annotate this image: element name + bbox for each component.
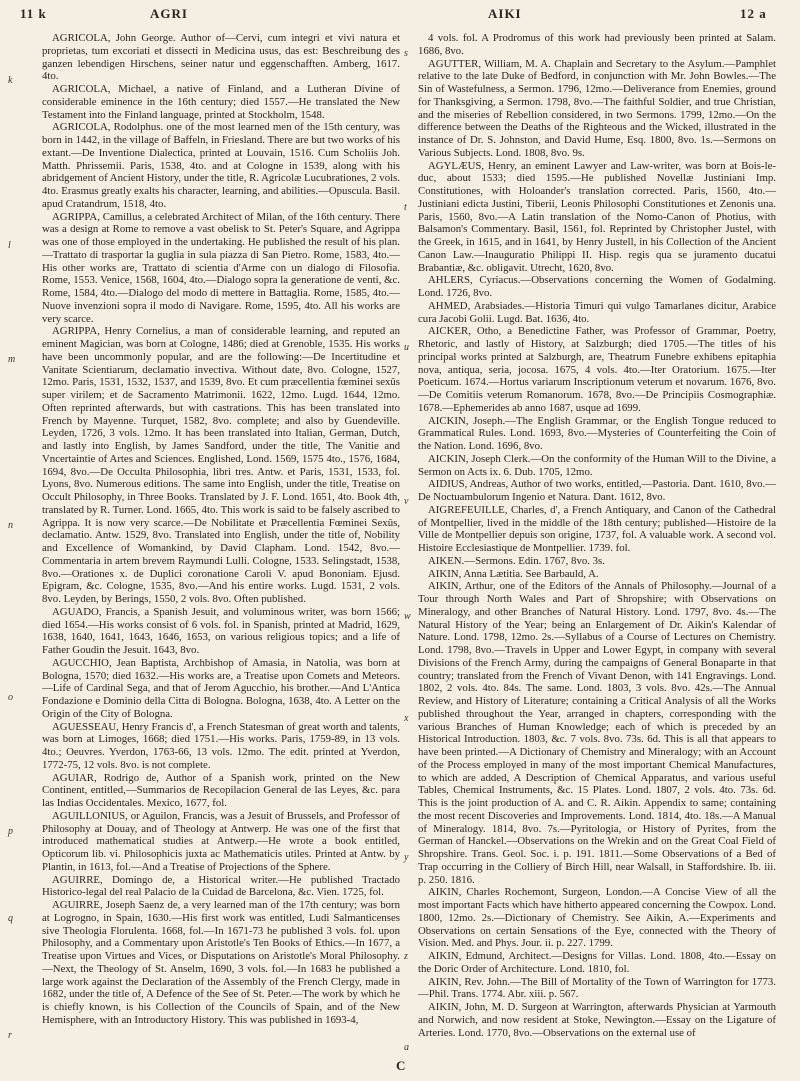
header-left-catchword: AGRI	[150, 6, 188, 21]
margin-letter-v: v	[404, 496, 409, 507]
header-right-page-number: 12 a	[740, 6, 767, 21]
entry-agricola-john-george: AGRICOLA, John George. Author of—Cervi, cum integri et vivi natura et proprietas, tum excoriati et dissecti in Medicina usus, das est: Beschreibung des ganzen lebendigen Hirschens, seiner natur und eggenschafften. Amberg, 1617. 4to.	[42, 32, 400, 83]
entry-aicker-otho: AICKER, Otho, a Benedictine Father, was Professor of Grammar, Poetry, Rhetoric, and lastly of History, at Salzburgh; died 1705.—The titles of his principal works printed at Salzburgh, are, Theatrum Funebre exhibens epitaphia nova, antiqua, seria, jocosa. 1675, 4 vols. 4to.—Iter Oratorium. 1675.—Iter Poeticum. 1674.—Hortus variarum Inscriptionum veterum et novarum. 1676, 8vo.—De Comitiis veterum Romanorum. 1678, 8vo.—De Principiis Cosmographiæ. 1678.—Ephemerides ab anno 1687, usque ad 1699.	[418, 325, 776, 414]
entry-agutter-william: AGUTTER, William, M. A. Chaplain and Secretary to the Asylum.—Pamphlet relative to the late Duke of Bedford, in conjunction with Mr. John Bowles.—The Sin of Wastefulness, a Sermon. 1796, 12mo.—Deliverance from Enemies, ground for Thanksgiving, a Sermon. 1798, 8vo.—The faithful Soldier, and true Christian, and the miseries of Rebellion considered, in two Sermons. 1799, 12mo.—On the difference between the Deaths of the Righteous and the Wicked, illustrated in the instance of Dr. S. Johnston, and David Hume, Esq. 1800, 8vo. 1s.—Sermons on Various Subjects. Lond. 1808, 8vo. 9s.	[418, 57, 776, 159]
header-right-catchword: AIKI	[488, 6, 522, 21]
entry-agrippa-henry-cornelius: AGRIPPA, Henry Cornelius, a man of considerable learning, and reputed an eminent Magician, was born at Cologne, 1486; died at Grenoble, 1535. His works have been uncommonly popular, and are the following:—De Incertitudine et Vanitate Scientiarum, declamatio invectiva. Without date, 8vo. Cologne, 1527, 12mo. Paris, 1531, 1532, 1537, and 1539, 8vo. Et cum præcellentia fœminei sexûs super virilem; et de Sacramento Matrimonii. 1622, 12mo. Lugd. 1644, 12mo. Often reprinted afterwards, but with castrations. This has been translated into French by Mayenne. Turquet, 1582, 8vo. complete; and also by Guendeville. Leyden, 1726, 3 vols. 12mo. It has been translated into Italian, German, Dutch, and lastly into English, by James Sandford, under the title, The Vanitie and Vncertaintie of Artes and Sciences. Englished, Lond. 1569, 1575 4to., 1576, 1684, 1694, 8vo.—De Occulta Philosophia, libri tres. Antw. et Paris, 1531, 1533, fol. Lyons, 8vo. Numerous editions. The same into English, under the title, Treatise on Occult Philosophy, in Three Books. Translated by J. F. Lond. 1651, 4to. Book 4th, translated by R. Turner. Lond. 1665, 4to. This work is said to be falsely ascribed to Agrippa. It is now very scarce.—De Nobilitate et Præcellentia Fœminei Sexûs, declamatio. Antw. 1529, 8vo. Translated into English, under the title of, Nobility and Excellence of Womankind, by David Clapham. Lond. 1542, 8vo.—Commentaria in artem brevem Raymundi Lulli. Cologne, 1533. Selingstadt, 1538, 8vo.—Orationes x. de Duplici coronatione Caroli V. apud Bononiam. Ejusd. Epigram, &c. Cologne, 1535, 8vo.—And his entire works. Lugd. 1531, 2 vols. 8vo. Leyden, by Berings, 1550, 2 vols. 8vo. Often published.	[42, 325, 400, 605]
entry-aickin-joseph-clerk: AICKIN, Joseph Clerk.—On the conformity of the Human Will to the Divine, a Sermon on Acts ix. 6. Dub. 1705, 12mo.	[418, 452, 776, 478]
margin-letter-u: u	[404, 342, 409, 353]
margin-letter-p: p	[8, 826, 13, 837]
entry-aikin-arthur: AIKIN, Arthur, one of the Editors of the Annals of Philosophy.—Journal of a Tour through North Wales and Part of Shropshire; with Observations on Mineralogy, and other Branches of Natural History. Lond. 1797, 8vo. 4s.—The Natural History of the Year; being an Enlargement of Dr. Aikin's Kalendar of Nature. Lond. 1798, 12mo. 2s.—Syllabus of a Course of Lectures on Chemistry. Lond. 1798, 8vo.—Travels in Upper and Lower Egypt, in company with several Divisions of the French Army, during the campaigns of General Bonaparte in that country; translated from the French of Vivant Denon, with 141 Engravings. Lond. 1802, 2 vols. 4to. 84s. The same. Lond. 1803, 3 vols. 8vo. 42s.—The Annual Review, and History of Literature; containing a Critical Analysis of all the Works published throughout the Year, arranged in chapters, corresponding with the various Branches of Human Knowledge; each of which is preceded by an Historical Introduction. 1803, &c. 7 vols. 8vo. 73s. 6d. This is all that appears to have been printed.—A Dictionary of Chemistry and Mineralogy; with an Account of the Process employed in many of the most important Chemical Manufactures, to which are added, A Description of Chemical Apparatus, and various useful Tables, Chemical Instruments, &c. 15 Plates. Lond. 1807, 2 vols. 4to. 73s. 6d. This is the joint production of A. and C. R. Aikin. Appendix to same; containing the most recent Discoveries and Improvements. Lond. 1814, 4to. 18s.—A Manual of Mineralogy. 1814, 8vo. 7s.—Pyritologia, or History of Pyrites, from the German of Hanckel.—Observations on the Wrekin and on the Great Coal Field of Shropshire. Trans. Geol. Soc. i. p. 191. 1811.—Some Observations of a Bed of Trap occurring in the Colliery of Birch Hill, near Walsall, in Staffordshire. Ib. iii. p. 250. 1816.	[418, 580, 776, 886]
entry-aguado-francis: AGUADO, Francis, a Spanish Jesuit, and voluminous writer, was born 1566; died 1654.—His works consist of 6 vols. fol. in Spanish, printed at Madrid, 1629, 1638, 1640, 1641, 1643, 1646, 1653, on various religious topics; and a life of Father Goudin the Jesuit. 1643, 8vo.	[42, 605, 400, 656]
entry-aiken: AIKEN.—Sermons. Edin. 1767, 8vo. 3s.	[428, 554, 605, 567]
entry-aidius-andreas: AIDIUS, Andreas, Author of two works, entitled,—Pastoria. Dant. 1610, 8vo.—De Noctuambulorum Ingenio et Natura. Dant. 1612, 8vo.	[418, 478, 776, 503]
margin-letter-a: a	[404, 1042, 409, 1053]
entry-agucchio-jean-baptista: AGUCCHIO, Jean Baptista, Archbishop of Amasia, in Natolia, was born at Bologna, 1570; died 1632.—His works are, a Treatise upon Comets and Meteors.—Life of Cardinal Sega, and that of Jerom Agucchio, his brother.—And L'Antica Fondazione e Dominio della Citta di Bologna. Bologna, 1638, 4to. A Letter on the Origin of the City of Bologna.	[42, 656, 400, 720]
entry-continuation: 4 vols. fol. A Prodromus of this work had previously been printed at Salam. 1686, 8vo.	[418, 32, 776, 57]
entry-aikin-rev-john: AIKIN, Rev. John.—The Bill of Mortality of the Town of Warrington for 1773.—Phil. Trans. 1774. Abr. xiii. p. 567.	[418, 975, 776, 1001]
signature-mark: C	[396, 1058, 406, 1073]
entry-agrippa-camillus: AGRIPPA, Camillus, a celebrated Architect of Milan, of the 16th century. There was a design at Rome to remove a vast obelisk to St. Peter's Square, and Agrippa was one of those employed in the undertaking. He published the result of his plan.—Trattato di trasportar la guglia in sula piazza di San Pietro. Rome, 1583, 4to.—His other works are, Trattato di scientia d'Arme con un dialogo di Filosofia. Rome, 1553. Venice, 1568, 1604, 4to.—Dialogo sopra la generatione de venti, &c. Rome, 1584, 4to.—Dialogo del modo di mettere in Battaglia. Rome, 1585, 4to.—Nuove invenzioni sopra il modo di Navigare. Rome, 1595, 4to. All his works are very scarce.	[42, 210, 400, 325]
left-column	[42, 32, 400, 1060]
entry-aguesseau-henry-francis: AGUESSEAU, Henry Francis d', a French Statesman of great worth and talents, was born at Limoges, 1668; died 1751.—His works. Paris, 1759-89, in 13 vols. 4to.; Oeuvres. Yverdon, 1763-66, 13 vols. 12mo. The edit. printed at Yverdon, 1772-75, 12 vols. 8vo. is not complete.	[42, 720, 400, 771]
entry-aguiar-rodrigo: AGUIAR, Rodrigo de, Author of a Spanish work, printed on the New Continent, entitled,—Summarios de Recopilacion General de las Leyes, &c. para las Indias Occidentales. Mexico, 1677, fol.	[42, 771, 400, 809]
margin-letter-k: k	[8, 75, 13, 86]
header-left-page-number: 11 k	[20, 6, 47, 21]
margin-letter-y: y	[404, 852, 409, 863]
running-header	[0, 6, 800, 26]
entry-aguirre-joseph-saenz: AGUIRRE, Joseph Saenz de, a very learned man of the 17th century; was born at Logrogno, in Spain, 1630.—His first work was entitled, Ludi Salmanticenses sive Theologia Florulenta. 1668, fol.—In 1671-73 he published 3 vols. fol. upon Philosophy, and a Commentary upon Aristotle's Ten Books of Ethics.—In 1677, a Treatise upon Virtues and Vices, or Disputations on Aristotle's Moral Philosophy.—Next, the Theology of St. Anselm, 1690, 3 vols. fol.—In 1683 he published a large work against the Declaration of the Assembly of the French Clergy, made in 1682, under the title of, A Defence of the See of St. Peter.—The work by which he is chiefly known, is his Collection of the Councils of Spain, and of the New Hemisphere, with an Introductory History. This was published in 1693-4,	[42, 899, 400, 1026]
margin-letter-l: l	[8, 240, 11, 251]
margin-letter-r: r	[8, 1030, 12, 1041]
margin-letter-w: w	[404, 611, 411, 622]
entry-ahmed-arabsiades: AHMED, Arabsiades.—Historia Timuri qui vulgo Tamarlanes dicitur, Arabice cura Jacobi Golii. Lugd. Bat. 1636, 4to.	[418, 299, 776, 325]
entry-agricola-michael: AGRICOLA, Michael, a native of Finland, and a Lutheran Divine of considerable eminence in the 16th century; died 1557.—He translated the New Testament into the Finland language, printed at Stockholm, 1548.	[42, 83, 400, 121]
entry-aikin-charles-rochemont: AIKIN, Charles Rochemont, Surgeon, London.—A Concise View of all the most important Facts which have hitherto appeared concerning the Cowpox. Lond. 1800, 12mo. 2s.—Dictionary of Chemistry. See Aikin, A.—Experiments and Observations on certain Sensations of the Eye, connected with the Theory of Vision. Med. and Phys. Jour. ii. p. 227. 1799.	[418, 886, 776, 950]
entry-agricola-rodolphus: AGRICOLA, Rodolphus. one of the most learned men of the 15th century, was born in 1442, in the village of Baffeln, in Friesland. There are but two works of his extant.—De Inventione Dialectica, printed at Louvain, 1516. Cum Scholiis Joh. Matth. Phrissemii. Paris, 1538, 4to. and at Cologne in 1539, along with his abridgement of Ancient History, under the title, R. Agricolæ Lucubrationes, 2 vols. 4to. Erasmus greatly exalts his character, learning, and abilities.—Opuscula. Basil. apud Cratandrum, 1518, 4to.	[42, 121, 400, 210]
entry-aguillonius-francis: AGUILLONIUS, or Aguilon, Francis, was a Jesuit of Brussels, and Professor of Philosophy at Douay, and of Theology at Antwerp. He was one of the first that introduced mathematical studies at Antwerp.—He wrote a book entitled, Opticorum lib. vi. Philosophicis juxta ac Mathematicis utiles. Printed at Antw. by Plantin, in 1613, fol.—And a Treatise of Projections of the Sphere.	[42, 809, 400, 873]
right-column	[418, 32, 776, 1060]
margin-letter-x: x	[404, 713, 409, 724]
entry-aguirre-domingo: AGUIRRE, Domingo de, a Historical writer.—He published Tractado Historico-legal del real Palacio de la Cuidad de Barcelona, &c. Vien. 1725, fol.	[42, 873, 400, 899]
entry-aikin-edmund: AIKIN, Edmund, Architect.—Designs for Villas. Lond. 1808, 4to.—Essay on the Doric Order of Architecture. Lond. 1810, fol.	[418, 950, 776, 975]
margin-letter-z: z	[404, 951, 408, 962]
entry-ahlers-cyriacus: AHLERS, Cyriacus.—Observations concerning the Women of Godalming. Lond. 1726, 8vo.	[418, 274, 776, 299]
entry-aigrefeuille-charles: AIGREFEUILLE, Charles, d', a French Antiquary, and Canon of the Cathedral of Montpellier, lived in the middle of the 18th century; published—Histoire de la Ville de Montpellier depuis son origine, 1737, fol. A valuable work. A second vol. Histoire Ecclesiastique de Montpellier. 1739. fol.	[418, 503, 776, 554]
entry-aickin-joseph: AICKIN, Joseph.—The English Grammar, or the English Tongue reduced to Grammatical Rules. Lond. 1693, 8vo.—Mysteries of Counterfeiting the Coin of the Nation. Lond. 1696, 8vo.	[418, 414, 776, 452]
margin-letter-n: n	[8, 520, 13, 531]
entry-aikin-anna-laetitia: AIKIN, Anna Lætitia. See Barbauld, A.	[428, 567, 599, 580]
margin-letter-o: o	[8, 692, 13, 703]
entry-aikin-john-md: AIKIN, John, M. D. Surgeon at Warrington, afterwards Physician at Yarmouth and Norwich, and now resident at Stoke, Newington.—Essay on the Ligature of Arteries. Lond. 1770, 8vo.—Observations on the external use of	[418, 1001, 776, 1039]
entry-agylaeus-henry: AGYLÆUS, Henry, an eminent Lawyer and Law-writer, was born at Bois-le-duc, about 1533; died 1595.—He published Novellæ Justiniani Imp. Constitutiones, with Holoander's translation corrected. Paris, 1560, 4to.—Justiniani edicta Justini, Tiberii, Leonis Philosophi Constitutiones et Zenonis una. Paris, 1560, 8vo.—A Latin translation of the Nomo-Canon of Photius, with Balsamon's Commentary. Basil, 1561, fol. Reprinted by Christopher Justel, with the Greek, in 1615, and in 1641, by Henry Justell, in his Collection of the Ancient Canon Law.—Inauguratio Philippi II. Hisp. regis qua se juramento ducatui Brabantiæ, &c. obligavit. Utrecht, 1620, 8vo.	[418, 159, 776, 274]
margin-letter-s: s	[404, 48, 408, 59]
margin-letter-t: t	[404, 202, 407, 213]
margin-letter-q: q	[8, 913, 13, 924]
margin-letter-m: m	[8, 354, 16, 365]
